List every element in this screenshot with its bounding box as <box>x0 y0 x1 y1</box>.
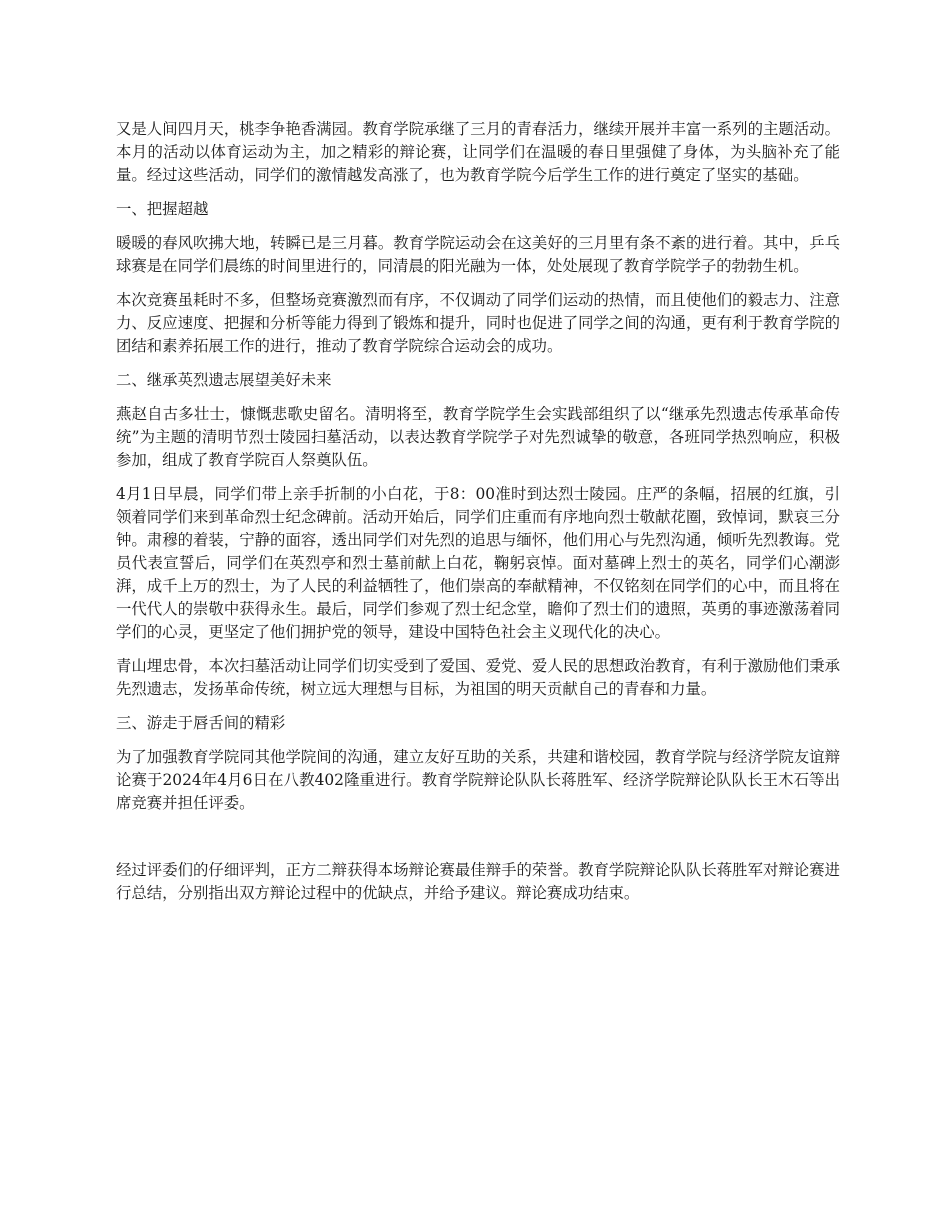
section-3-heading: 三、游走于唇舌间的精彩 <box>116 714 286 732</box>
document-body <box>116 118 840 916</box>
section-2-paragraph-2: 4月1日早晨，同学们带上亲手折制的小白花，于8：00准时到达烈士陵园。庄严的条幅，招展的红旗，引领着同学们来到革命烈士纪念碑前。活动开始后，同学们庄重而有序地向烈士敬献花圈，致悼词，默哀三分钟。肃穆的着装，宁静的面容，透出同学们对先烈的追思与缅怀，他们用心与先烈沟通，倾听先烈教诲。党员代表宣誓后，同学们在英烈亭和烈士墓前献上白花，鞠躬哀悼。面对墓碑上烈士的英名，同学们心潮澎湃，成千上万的烈士，为了人民的利益牺牲了，他们崇高的奉献精神，不仅铭刻在同学们的心中，而且将在一代代人的崇敬中获得永生。最后，同学们参观了烈士纪念堂，瞻仰了烈士们的遗照，英勇的事迹激荡着同学们的心灵，更坚定了他们拥护党的领导，建设中国特色社会主义现代化的决心。 <box>116 485 840 641</box>
section-1-paragraph-1: 暖暖的春风吹拂大地，转瞬已是三月暮。教育学院运动会在这美好的三月里有条不紊的进行着。其中，乒乓球赛是在同学们晨练的时间里进行的，同清晨的阳光融为一体，处处展现了教育学院学子的勃勃生机。 <box>116 234 840 275</box>
section-3-paragraph-1: 为了加强教育学院同其他学院间的沟通，建立友好互助的关系，共建和谐校园，教育学院与经济学院友谊辩论赛于2024年4月6日在八教402隆重进行。教育学院辩论队队长蒋胜军、经济学院辩论队队长王木石等出席竞赛并担任评委。 <box>116 748 840 812</box>
section-1-heading: 一、把握超越 <box>116 200 209 218</box>
blank-spacer <box>116 826 840 859</box>
section-1-paragraph-2: 本次竞赛虽耗时不多，但整场竞赛激烈而有序，不仅调动了同学们运动的热情，而且使他们的毅志力、注意力、反应速度、把握和分析等能力得到了锻炼和提升，同时也促进了同学之间的沟通，更有利于教育学院的团结和素养拓展工作的进行，推动了教育学院综合运动会的成功。 <box>116 291 840 355</box>
section-3-paragraph-2: 经过评委们的仔细评判，正方二辩获得本场辩论赛最佳辩手的荣誉。教育学院辩论队队长蒋胜军对辩论赛进行总结，分别指出双方辩论过程中的优缺点，并给予建议。辩论赛成功结束。 <box>116 861 840 902</box>
section-2-paragraph-3: 青山埋忠骨，本次扫墓活动让同学们切实受到了爱国、爱党、爱人民的思想政治教育，有利于激励他们秉承先烈遗志，发扬革命传统，树立远大理想与目标，为祖国的明天贡献自己的青春和力量。 <box>116 657 840 698</box>
section-2-paragraph-1: 燕赵自古多壮士，慷慨悲歌史留名。清明将至，教育学院学生会实践部组织了以“继承先烈遗志传承革命传统”为主题的清明节烈士陵园扫墓活动，以表达教育学院学子对先烈诚挚的敬意，各班同学热烈响应，积极参加，组成了教育学院百人祭奠队伍。 <box>116 405 840 469</box>
section-2-heading: 二、继承英烈遗志展望美好未来 <box>116 371 332 389</box>
intro-paragraph: 又是人间四月天，桃李争艳香满园。教育学院承继了三月的青春活力，继续开展并丰富一系列的主题活动。本月的活动以体育运动为主，加之精彩的辩论赛，让同学们在温暖的春日里强健了身体，为头脑补充了能量。经过这些活动，同学们的激情越发高涨了，也为教育学院今后学生工作的进行奠定了坚实的基础。 <box>116 120 840 184</box>
